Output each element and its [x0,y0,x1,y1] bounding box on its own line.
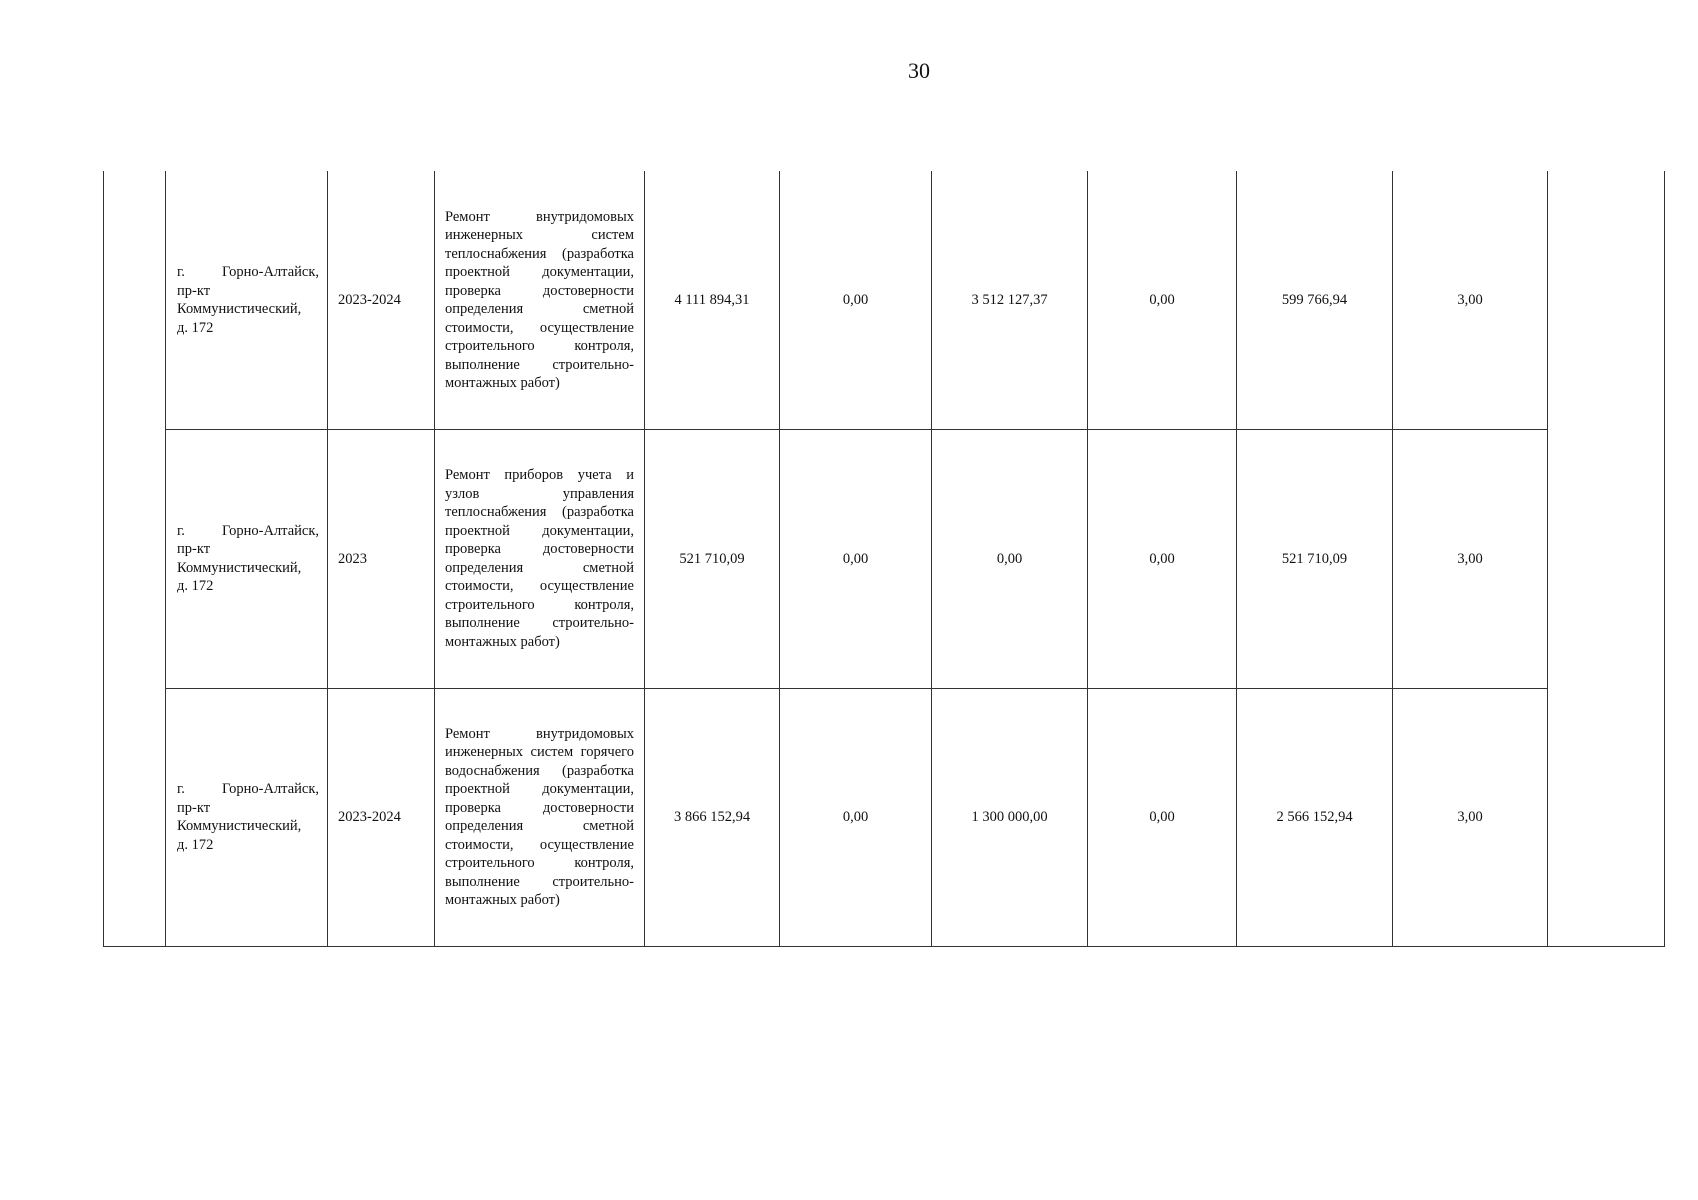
address-prefix: г. [177,781,185,798]
value-cell-3: 0,00 [1088,430,1237,689]
value-cell-4: 599 766,94 [1237,171,1393,430]
address-city: Горно-Алтайск, [222,781,319,798]
address-street: Коммунистический, [177,301,302,317]
value-cell-4: 2 566 152,94 [1237,688,1393,947]
address-house: д. 172 [177,319,214,336]
page-number [0,58,1698,84]
works-table [103,171,1665,947]
value-cell-1: 0,00 [780,171,932,430]
table-row [104,430,1665,689]
address-line-city [177,780,319,799]
address-line-city [177,263,319,282]
period-cell: 2023-2024 [328,171,435,430]
total-cost-cell: 4 111 894,31 [645,171,780,430]
value-cell-4: 521 710,09 [1237,430,1393,689]
page-number-text: 30 [908,58,930,83]
address-prefix: г. [177,522,185,539]
total-cost-cell: 3 866 152,94 [645,688,780,947]
period-cell: 2023 [328,430,435,689]
value-cell-5: 3,00 [1393,171,1548,430]
works-description: Ремонт внутридомовых инженерных систем теплоснабжения (разработка проектной документации, проверка достоверности определения сметной стоимости, осуществление строительного контроля, выполнение строительно-монтажных работ) [445,208,634,391]
value-cell-1: 0,00 [780,430,932,689]
works-cell [435,171,645,430]
table-row [104,171,1665,430]
address-street-type: пр-кт [177,541,211,558]
address-street-type: пр-кт [177,799,211,816]
address-city: Горно-Алтайск, [222,522,319,539]
address-house: д. 172 [177,578,214,595]
total-cost-cell: 521 710,09 [645,430,780,689]
empty-number-cell [104,171,166,947]
table-row [104,688,1665,947]
value-cell-2: 1 300 000,00 [932,688,1088,947]
address-street: Коммунистический, [177,818,302,835]
address-cell [166,171,328,430]
value-cell-5: 3,00 [1393,430,1548,689]
address-house: д. 172 [177,836,214,853]
works-cell [435,430,645,689]
address-city: Горно-Алтайск, [222,264,319,280]
address-cell [166,430,328,689]
address-prefix: г. [177,264,185,280]
works-cell [435,688,645,947]
address-line-city [177,522,319,541]
works-description: Ремонт приборов учета и узлов управления теплоснабжения (разработка проектной документации, проверка достоверности определения сметной стоимости, осуществление строительного контроля, выполнение строительно-монтажных работ) [445,467,634,650]
address-street: Коммунистический, [177,559,302,576]
works-description: Ремонт внутридомовых инженерных систем горячего водоснабжения (разработка проектной документации, проверка достоверности определения сметной стоимости, осуществление строительного контроля, выполнение строительно-монтажных работ) [445,725,634,909]
value-cell-1: 0,00 [780,688,932,947]
empty-last-cell [1548,171,1665,947]
address-street-type: пр-кт [177,282,211,299]
value-cell-5: 3,00 [1393,688,1548,947]
value-cell-3: 0,00 [1088,171,1237,430]
address-cell [166,688,328,947]
period-cell: 2023-2024 [328,688,435,947]
works-table-container [103,171,1664,947]
value-cell-2: 3 512 127,37 [932,171,1088,430]
value-cell-2: 0,00 [932,430,1088,689]
value-cell-3: 0,00 [1088,688,1237,947]
